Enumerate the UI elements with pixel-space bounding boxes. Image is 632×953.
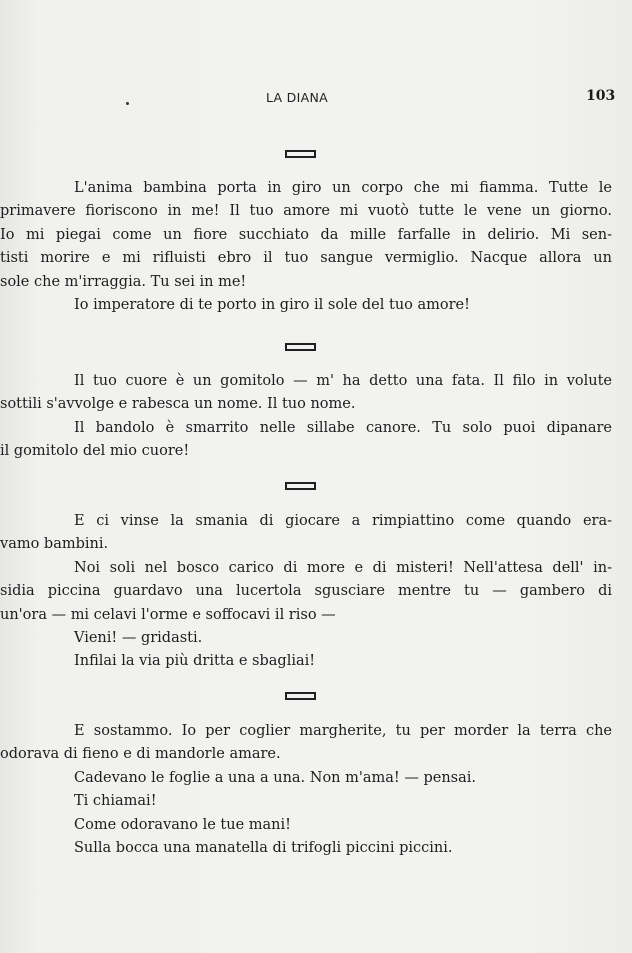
section-separator-icon [285,150,316,158]
text-line: il gomitolo del mio cuore! [0,443,190,460]
text-line: un'ora — mi celavi l'orme e soffocavi il riso — [0,606,336,623]
text-line: Vieni! — gridasti. [74,629,203,646]
text-line: primavere fioriscono in me! Il tuo amore mi vuotò tutte le vene un giorno. [0,203,612,220]
text-line: tisti morire e mi rifluisti ebro il tuo sangue vermiglio. Nacque allora un [0,250,612,267]
section-separator-icon [285,692,316,700]
header-title: LA DIANA [266,90,328,105]
text-line: Noi soli nel bosco carico di more e di misteri! Nell'attesa dell' in- [74,559,612,576]
text-line: E sostammo. Io per coglier margherite, tu per morder la terra che [74,723,612,739]
text-line: sole che m'irraggia. Tu sei in me! [0,273,247,290]
text-line: sidia piccina guardavo una lucertola sgusciare mentre tu — gambero di [0,583,612,600]
text-line: Cadevano le foglie a una a una. Non m'ama! — pensai. [74,769,476,786]
text-line: odorava di fieno e di mandorle amare. [0,746,281,763]
text-line: Il bandolo è smarrito nelle sillabe canore. Tu solo puoi dipanare [74,419,612,436]
section-3-text [0,510,612,674]
text-line: Io mi piegai come un fiore succhiato da mille farfalle in delirio. Mi sen- [0,226,612,243]
text-line: Io imperatore di te porto in giro il sole del tuo amore! [74,296,470,313]
text-line: Ti chiamai! [74,793,157,810]
text-line: Il tuo cuore è un gomitolo — m' ha detto una fata. Il filo in volute [74,373,612,389]
text-line: sottili s'avvolge e rabesca un nome. Il tuo nome. [0,396,356,413]
text-line: Come odoravano le tue mani! [74,816,291,833]
section-2-text [0,370,612,464]
text-line: Sulla bocca una manatella di trifogli piccini piccini. [74,839,453,856]
text-line: L'anima bambina porta in giro un corpo che mi fiamma. Tutte le [74,180,612,196]
page-number: 103 [586,88,616,104]
section-1-text [0,177,612,317]
section-separator-icon [285,343,316,351]
text-line: Infilai la via più dritta e sbagliai! [74,653,316,670]
text-line: vamo bambini. [0,536,109,553]
text-line: E ci vinse la smania di giocare a rimpiattino come quando era- [74,513,612,529]
section-4-text [0,720,612,860]
running-header [0,90,632,110]
section-separator-icon [285,482,316,490]
header-dot [126,102,129,105]
